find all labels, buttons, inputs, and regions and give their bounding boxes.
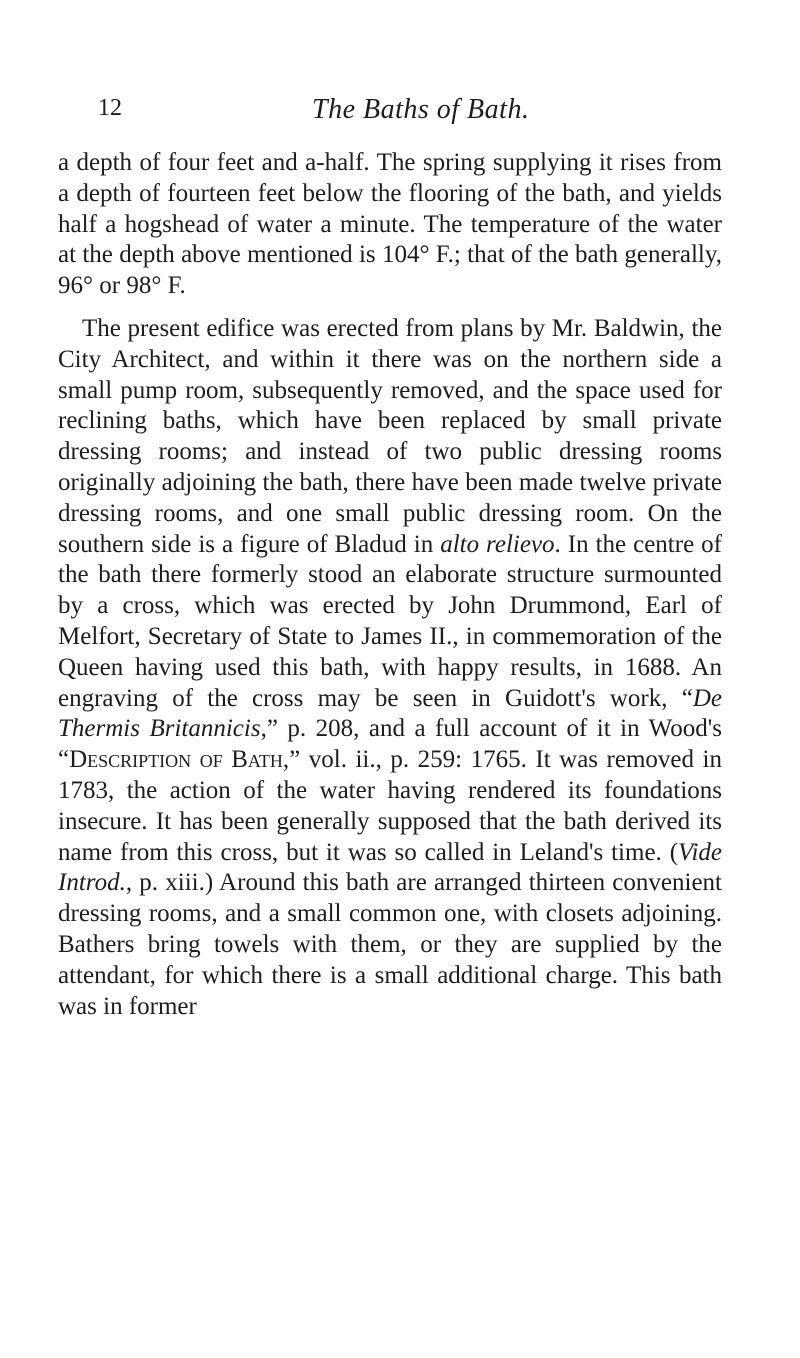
book-title: De Thermis Britannicis [58, 684, 722, 743]
text-run: ,” vol. ii., p. 259: 1765. It was removed in 1783, the action of the water having rendered its foundations insecure. It has been generally supposed that the bath derived its name from this cross, but it was so called in Leland's time. ( [58, 746, 722, 866]
paragraph-continuation: a depth of four feet and a-half. The spring supplying it rises from a depth of fourteen feet below the flooring of the bath, and yields half a hogshead of water a minute. The temperature of the water at the depth above mentioned is 104° F.; that of the bath generally, 96° or 98° F. [58, 149, 722, 300]
text-run: . In the centre of the bath there formerly stood an elaborate structure surmounted by a cross, which was erected by John Drummond, Earl of Melfort, Secretary of State to James II., in commemoration of the Queen having used this bath, with happy results, in 1688. An engraving of the cross may be seen in Guidott's work, “ [58, 530, 722, 712]
body-text [58, 148, 722, 1022]
text-run: ,” p. 208, and a full account of it in Wood's “ [58, 715, 722, 774]
running-title: The Baths of Bath. [312, 94, 530, 125]
work-title: Description of Bath [69, 746, 283, 774]
cross-reference: Vide Introd. [58, 838, 722, 897]
text-run: The present edifice was erected from plans by Mr. Baldwin, the City Architect, and within it there was on the northern side a small pump room, subsequently removed, and the space used for reclining baths, which have been replaced by small private dressing rooms; and instead of two public dressing rooms originally adjoining the bath, there have been made twelve private dressing rooms, and one small public dressing room. On the southern side is a figure of Bladud in [58, 314, 722, 558]
page-number: 12 [98, 95, 122, 121]
italic-phrase: alto relievo [440, 530, 555, 558]
text-run: , p. xiii.) Around this bath are arranged thirteen convenient dressing rooms, and a small common one, with closets adjoining. Bathers bring towels with them, or they are supplied by the attendant, for which there is a small additional charge. This bath was in former [58, 869, 722, 1020]
paragraph-edifice [58, 314, 722, 1022]
